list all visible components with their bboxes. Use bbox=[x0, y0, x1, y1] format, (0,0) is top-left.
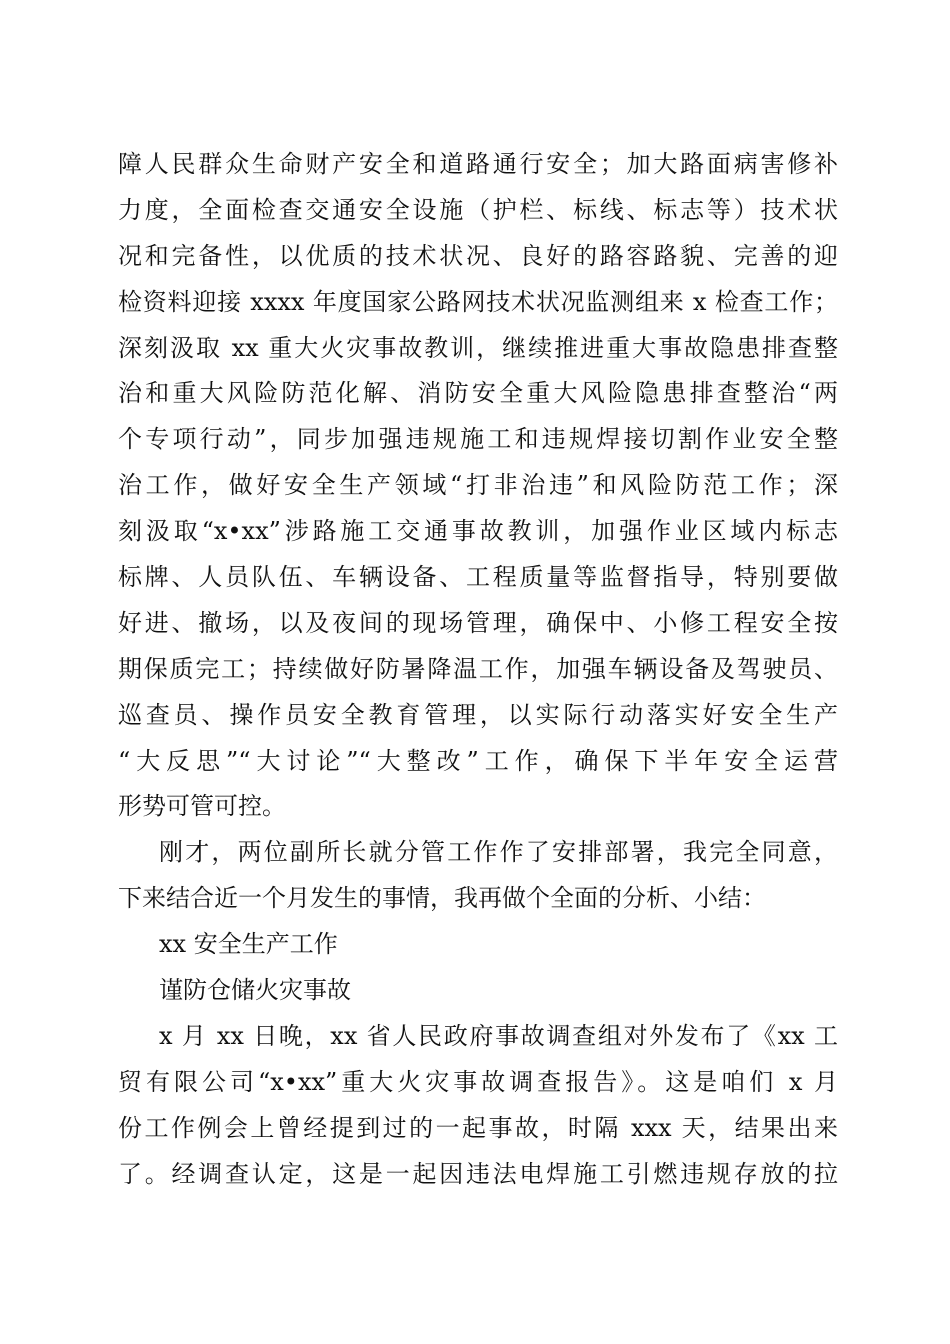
text-line: 下来结合近一个月发生的事情，我再做个全面的分析、小结： bbox=[118, 884, 766, 913]
text-line: 力度，全面检查交通安全设施（护栏、标线、标志等）技术状 bbox=[118, 195, 838, 224]
text-line: 了。经调查认定，这是一起因违法电焊施工引燃违规存放的拉 bbox=[118, 1159, 838, 1188]
text-line: 治工作，做好安全生产领域“打非治违”和风险防范工作；深 bbox=[118, 471, 838, 500]
text-line: 份工作例会上曾经提到过的一起事故，时隔 xxx 天，结果出来 bbox=[118, 1113, 838, 1142]
text-line: 刻汲取“x•xx”涉路施工交通事故教训，加强作业区域内标志 bbox=[118, 517, 838, 546]
text-line: xx 安全生产工作 bbox=[159, 930, 338, 959]
text-line: 巡查员、操作员安全教育管理，以实际行动落实好安全生产 bbox=[118, 700, 838, 729]
text-line: x 月 xx 日晚，xx 省人民政府事故调查组对外发布了《xx 工 bbox=[159, 1021, 838, 1050]
text-line: 况和完备性，以优质的技术状况、良好的路容路貌、完善的迎 bbox=[118, 241, 838, 270]
text-line: 形势可管可控。 bbox=[118, 792, 286, 821]
text-line: 检资料迎接 xxxx 年度国家公路网技术状况监测组来 x 检查工作； bbox=[118, 287, 838, 316]
text-line: 好进、撤场，以及夜间的现场管理，确保中、小修工程安全按 bbox=[118, 608, 838, 637]
text-line: 贸有限公司“x•xx”重大火灾事故调查报告》。这是咱们 x 月 bbox=[118, 1067, 838, 1096]
text-line: 刚才，两位副所长就分管工作作了安排部署，我完全同意， bbox=[159, 838, 838, 867]
text-line: “大反思”“大讨论”“大整改”工作，确保下半年安全运营 bbox=[118, 746, 838, 775]
text-line: 障人民群众生命财产安全和道路通行安全；加大路面病害修补 bbox=[118, 150, 838, 178]
text-line: 深刻汲取 xx 重大火灾事故教训，继续推进重大事故隐患排查整 bbox=[118, 333, 838, 362]
text-line: 治和重大风险防范化解、消防安全重大风险隐患排查整治“两 bbox=[118, 379, 838, 408]
text-line: 谨防仓储火灾事故 bbox=[159, 976, 351, 1005]
text-line: 期保质完工；持续做好防暑降温工作，加强车辆设备及驾驶员、 bbox=[118, 654, 838, 683]
text-line: 标牌、人员队伍、车辆设备、工程质量等监督指导，特别要做 bbox=[118, 563, 838, 592]
document-body bbox=[118, 142, 838, 1197]
text-line: 个专项行动”，同步加强违规施工和违规焊接切割作业安全整 bbox=[118, 425, 838, 454]
